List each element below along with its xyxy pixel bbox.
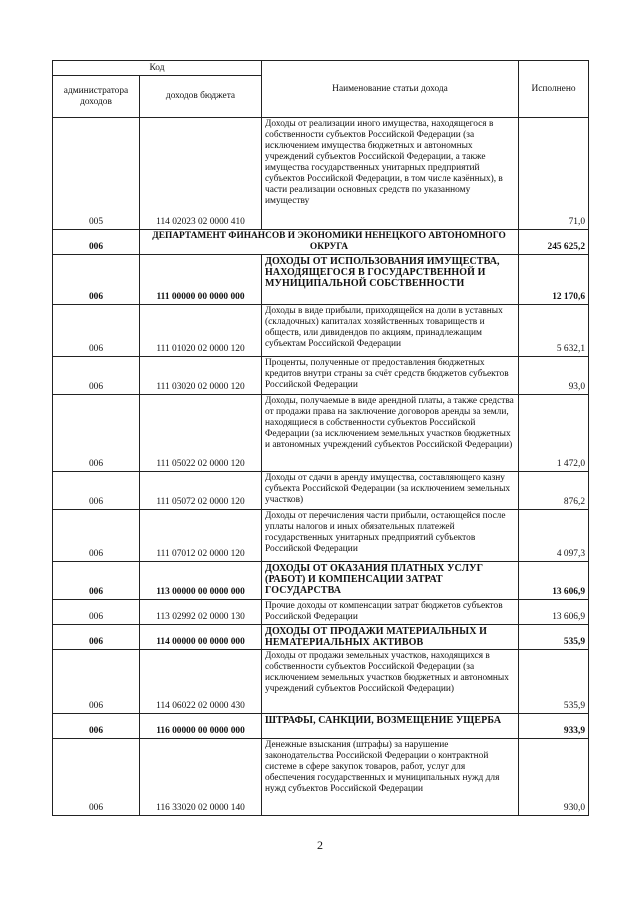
header-kod: Код (53, 61, 262, 76)
item-name: ШТРАФЫ, САНКЦИИ, ВОЗМЕЩЕНИЕ УЩЕРБА (262, 714, 519, 739)
admin-code: 006 (53, 357, 140, 395)
item-value: 4 097,3 (519, 510, 589, 562)
item-value: 93,0 (519, 357, 589, 395)
table-row (53, 255, 589, 305)
item-value: 535,9 (519, 650, 589, 714)
item-value: 71,0 (519, 118, 589, 230)
item-name: Доходы от сдачи в аренду имущества, составляющего казну субъекта Российской Федерации (за исключением земельных участков) (262, 472, 519, 510)
item-name: Доходы, получаемые в виде арендной платы, а также средства от продажи права на заключение договоров аренды за земли, находящиеся в собственности субъектов Российской Федерации (за исключением земельных участков бюджетных и автономных учреждений субъектов Российской Федерации) (262, 395, 519, 472)
admin-code: 006 (53, 510, 140, 562)
budget-code: 116 00000 00 0000 000 (140, 714, 262, 739)
item-name: Прочие доходы от компенсации затрат бюджетов субъектов Российской Федерации (262, 600, 519, 625)
header-budget: доходов бюджета (140, 76, 262, 118)
admin-code: 006 (53, 625, 140, 650)
item-name: Доходы от продажи земельных участков, находящихся в собственности субъектов Российской Федерации (за исключением земельных участков бюджетных и автономных учреждений субъектов Российской Федерации) (262, 650, 519, 714)
item-value: 876,2 (519, 472, 589, 510)
item-value: 13 606,9 (519, 562, 589, 600)
admin-code: 006 (53, 395, 140, 472)
item-value: 535,9 (519, 625, 589, 650)
department-name: ДЕПАРТАМЕНТ ФИНАНСОВ И ЭКОНОМИКИ НЕНЕЦКОГО АВТОНОМНОГО ОКРУГА (140, 230, 519, 255)
budget-code: 111 07012 02 0000 120 (140, 510, 262, 562)
item-value: 1 472,0 (519, 395, 589, 472)
item-name: Доходы от реализации иного имущества, находящегося в собственности субъектов Российской Федерации (за исключением имущества бюджетных и автономных учреждений субъектов Российской Федерации, а также имущества государственных унитарных предприятий субъектов Российской Федерации, в том числе казённых), в части реализации основных средств по указанному имуществу (262, 118, 519, 230)
item-value: 245 625,2 (519, 230, 589, 255)
admin-code: 006 (53, 650, 140, 714)
table-row (53, 357, 589, 395)
header-name: Наименование статьи дохода (262, 61, 519, 118)
table-row (53, 395, 589, 472)
budget-code: 111 00000 00 0000 000 (140, 255, 262, 305)
admin-code: 006 (53, 562, 140, 600)
item-name: Денежные взыскания (штрафы) за нарушение законодательства Российской Федерации о контрактной системе в сфере закупок товаров, работ, услуг для обеспечения государственных и муниципальных нужд для нужд субъектов Российской Федерации (262, 739, 519, 816)
table-row (53, 562, 589, 600)
budget-code: 113 02992 02 0000 130 (140, 600, 262, 625)
item-value: 12 170,6 (519, 255, 589, 305)
admin-code: 006 (53, 230, 140, 255)
item-name: ДОХОДЫ ОТ ОКАЗАНИЯ ПЛАТНЫХ УСЛУГ (РАБОТ) И КОМПЕНСАЦИИ ЗАТРАТ ГОСУДАРСТВА (262, 562, 519, 600)
budget-code: 114 02023 02 0000 410 (140, 118, 262, 230)
budget-code: 114 00000 00 0000 000 (140, 625, 262, 650)
item-name: Проценты, полученные от предоставления бюджетных кредитов внутри страны за счёт средств бюджетов субъектов Российской Федерации (262, 357, 519, 395)
item-value: 933,9 (519, 714, 589, 739)
admin-code: 006 (53, 472, 140, 510)
item-name: Доходы в виде прибыли, приходящейся на доли в уставных (складочных) капиталах хозяйственных товариществ и обществ, или дивидендов по акциям, принадлежащим субъектам Российской Федерации (262, 305, 519, 357)
budget-code: 111 05022 02 0000 120 (140, 395, 262, 472)
item-name: ДОХОДЫ ОТ ПРОДАЖИ МАТЕРИАЛЬНЫХ И НЕМАТЕРИАЛЬНЫХ АКТИВОВ (262, 625, 519, 650)
table-row (53, 739, 589, 816)
table-row-department (53, 230, 589, 255)
table-row (53, 600, 589, 625)
item-name: Доходы от перечисления части прибыли, остающейся после уплаты налогов и иных обязательных платежей государственных унитарных предприятий субъектов Российской Федерации (262, 510, 519, 562)
header-executed: Исполнено (519, 61, 589, 118)
budget-code: 116 33020 02 0000 140 (140, 739, 262, 816)
item-value: 5 632,1 (519, 305, 589, 357)
table-row (53, 472, 589, 510)
item-name: ДОХОДЫ ОТ ИСПОЛЬЗОВАНИЯ ИМУЩЕСТВА, НАХОДЯЩЕГОСЯ В ГОСУДАРСТВЕННОЙ И МУНИЦИПАЛЬНОЙ СОБСТВЕННОСТИ (262, 255, 519, 305)
page-number: 2 (317, 838, 323, 852)
table-row (53, 305, 589, 357)
admin-code: 006 (53, 600, 140, 625)
budget-code: 111 03020 02 0000 120 (140, 357, 262, 395)
budget-code: 114 06022 02 0000 430 (140, 650, 262, 714)
header-admin: администратора доходов (53, 76, 140, 118)
admin-code: 005 (53, 118, 140, 230)
admin-code: 006 (53, 255, 140, 305)
item-value: 930,0 (519, 739, 589, 816)
revenue-table (52, 60, 589, 816)
admin-code: 006 (53, 739, 140, 816)
budget-code: 111 01020 02 0000 120 (140, 305, 262, 357)
admin-code: 006 (53, 305, 140, 357)
table-row (53, 625, 589, 650)
table-row (53, 650, 589, 714)
item-value: 13 606,9 (519, 600, 589, 625)
budget-code: 113 00000 00 0000 000 (140, 562, 262, 600)
admin-code: 006 (53, 714, 140, 739)
table-row (53, 118, 589, 230)
table-row (53, 714, 589, 739)
budget-code: 111 05072 02 0000 120 (140, 472, 262, 510)
table-row (53, 510, 589, 562)
